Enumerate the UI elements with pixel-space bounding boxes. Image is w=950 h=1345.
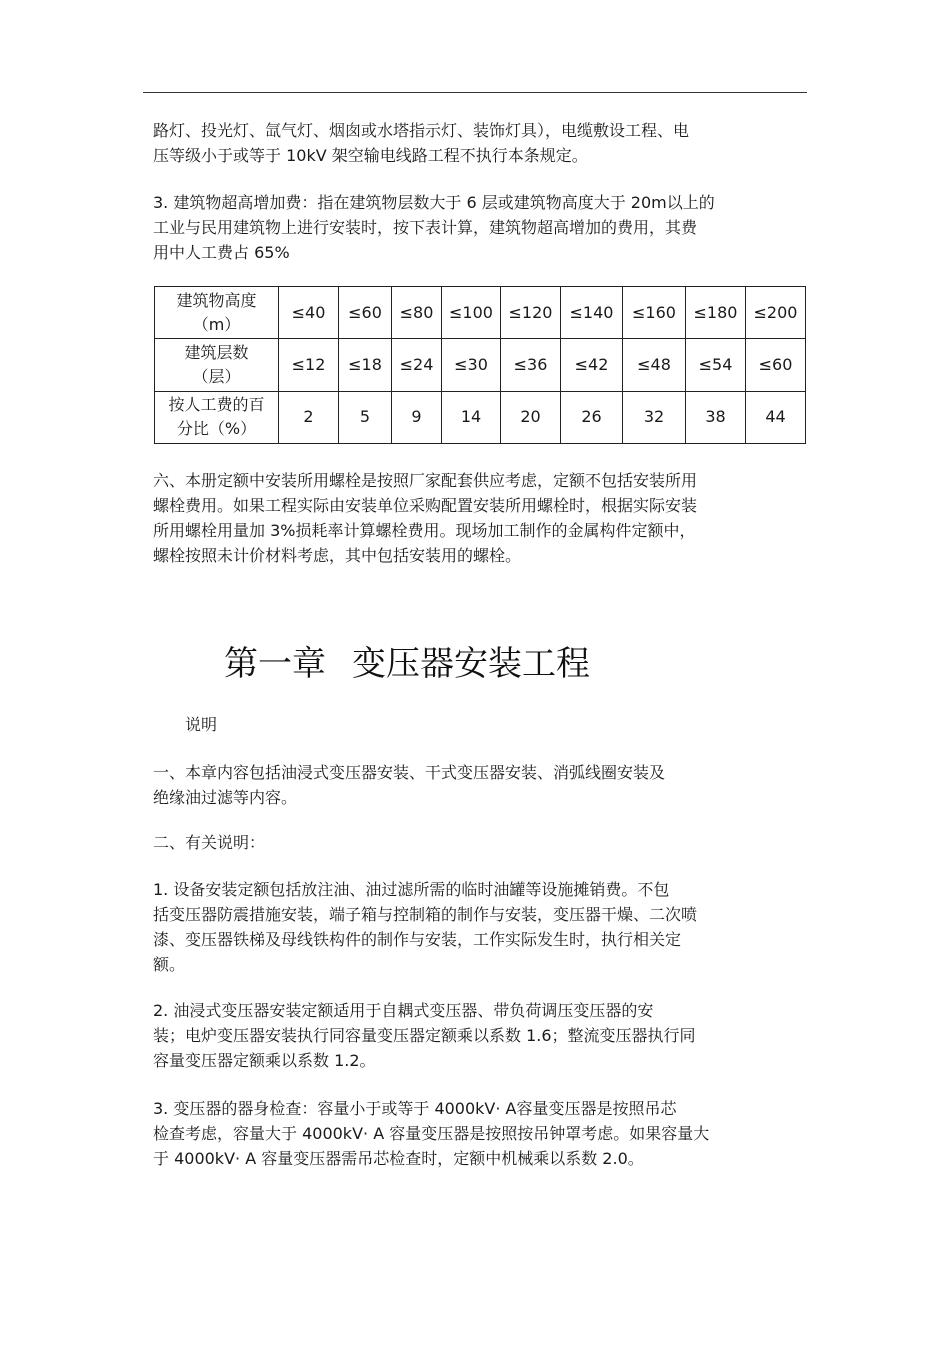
table-cell: ≤36 (501, 339, 561, 391)
table-cell: ≤180 (686, 287, 746, 339)
table-cell: 14 (442, 391, 501, 443)
height-surcharge-table (154, 286, 806, 444)
text-line: 容量变压器定额乘以系数 1.2。 (153, 1051, 376, 1070)
table-cell: ≤140 (561, 287, 623, 339)
note-heading: 说明 (185, 715, 218, 734)
table-cell: ≤48 (623, 339, 686, 391)
para5 (153, 1096, 813, 1171)
text-line: 额。 (153, 955, 186, 974)
table-cell: 32 (623, 391, 686, 443)
text-line: 漆、变压器铁梯及母线铁构件的制作与安装，工作实际发生时，执行相关定 (153, 930, 682, 949)
text-line: 2. 油浸式变压器安装定额适用于自耦式变压器、带负荷调压变压器的安 (153, 1001, 654, 1020)
chapter-name: 变压器安装工程 (352, 644, 590, 684)
text-line: 压等级小于或等于 10kV 架空输电线路工程不执行本条规定。 (153, 146, 588, 165)
text-line: 路灯、投光灯、氙气灯、烟囱或水塔指示灯、装饰灯具），电缆敷设工程、电 (153, 121, 690, 140)
table-cell: 9 (392, 391, 442, 443)
text-line: 工业与民用建筑物上进行安装时，按下表计算，建筑物超高增加的费用，其费 (153, 218, 698, 237)
table-row (155, 287, 806, 339)
row-header: 建筑物高度 （m） (155, 287, 279, 339)
table-cell: ≤12 (279, 339, 339, 391)
text-line: 螺栓按照未计价材料考虑，其中包括安装用的螺栓。 (153, 546, 522, 565)
table-cell: ≤200 (746, 287, 806, 339)
text-line: 绝缘油过滤等内容。 (153, 788, 298, 807)
table-cell: 2 (279, 391, 339, 443)
note-heading-block (153, 712, 813, 737)
text-line: 装；电炉变压器安装执行同容量变压器定额乘以系数 1.6；整流变压器执行同 (153, 1026, 696, 1045)
table-row (155, 339, 806, 391)
table-cell: ≤60 (746, 339, 806, 391)
table-cell: ≤120 (501, 287, 561, 339)
text-line: 所用螺栓用量加 3%损耗率计算螺栓费用。现场加工制作的金属构件定额中， (153, 521, 696, 540)
text-line: 3. 建筑物超高增加费：指在建筑物层数大于 6 层或建筑物高度大于 20m以上的 (153, 193, 715, 212)
table-cell: 26 (561, 391, 623, 443)
text-line: 3. 变压器的器身检查：容量小于或等于 4000kV· A容量变压器是按照吊芯 (153, 1099, 677, 1118)
header-rule (143, 92, 807, 93)
table-cell: ≤24 (392, 339, 442, 391)
table-cell: ≤54 (686, 339, 746, 391)
table-cell: ≤18 (339, 339, 392, 391)
table-cell: ≤30 (442, 339, 501, 391)
row-header: 按人工费的百 分比（%） (155, 391, 279, 443)
chapter-number: 第一章 (224, 644, 326, 684)
text-line: 于 4000kV· A 容量变压器需吊芯检查时，定额中机械乘以系数 2.0。 (153, 1149, 644, 1168)
table-cell: ≤160 (623, 287, 686, 339)
text-line: 一、本章内容包括油浸式变压器安装、干式变压器安装、消弧线圈安装及 (153, 763, 666, 782)
text-line: 括变压器防震措施安装，端子箱与控制箱的制作与安装，变压器干燥、二次喷 (153, 905, 698, 924)
item3-paragraph (153, 190, 813, 265)
table-cell: 5 (339, 391, 392, 443)
table-cell: 44 (746, 391, 806, 443)
text-line: 用中人工费占 65% (153, 243, 290, 262)
para2 (153, 830, 813, 855)
text-line: 检查考虑，容量大于 4000kV· A 容量变压器是按照按吊钟罩考虑。如果容量大 (153, 1124, 710, 1143)
table-cell: ≤80 (392, 287, 442, 339)
table-cell: ≤100 (442, 287, 501, 339)
text-line: 螺栓费用。如果工程实际由安装单位采购配置安装所用螺栓时，根据实际安装 (153, 496, 698, 515)
table-cell: ≤60 (339, 287, 392, 339)
para4 (153, 998, 813, 1073)
table-cell: ≤42 (561, 339, 623, 391)
para1 (153, 760, 813, 810)
chapter-title (224, 640, 590, 688)
table-row (155, 391, 806, 443)
table-cell: ≤40 (279, 287, 339, 339)
table-cell: 38 (686, 391, 746, 443)
table-cell: 20 (501, 391, 561, 443)
row-header: 建筑层数 （层） (155, 339, 279, 391)
text-line: 六、本册定额中安装所用螺栓是按照厂家配套供应考虑，定额不包括安装所用 (153, 471, 698, 490)
intro-paragraph (153, 118, 813, 168)
para3 (153, 877, 813, 977)
text-line: 1. 设备安装定额包括放注油、油过滤所需的临时油罐等设施摊销费。不包 (153, 880, 670, 899)
text-line: 二、有关说明： (153, 833, 266, 852)
section6-paragraph (153, 468, 813, 568)
